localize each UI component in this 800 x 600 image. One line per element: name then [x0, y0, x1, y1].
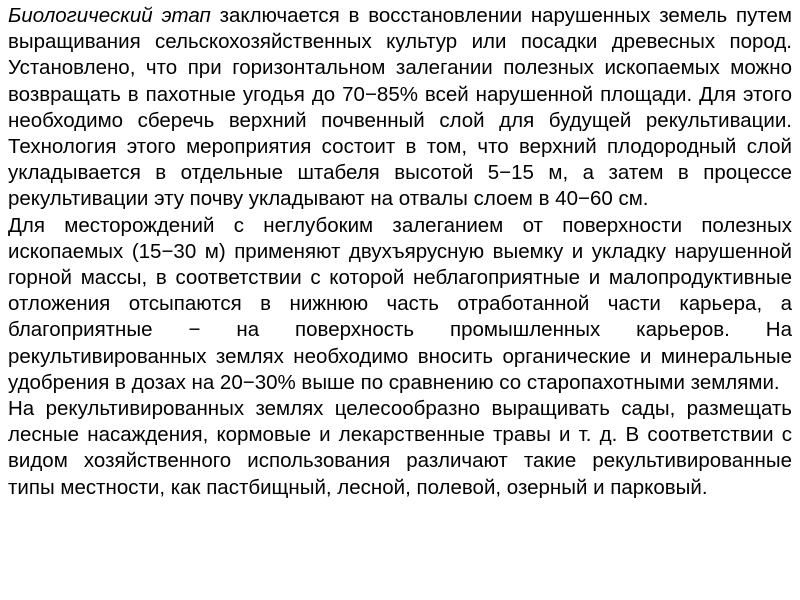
paragraph-shallow-deposits: [8, 213, 792, 396]
paragraph-biological-stage: [8, 3, 792, 213]
emphasized-term: Биологический этап: [8, 4, 211, 27]
paragraph-text: заключается в восстановлении нарушенных земель путем выращивания сельскохозяйственных культур или посадки древесных пород. Установлено, что при горизонтальном залегании полезных ископаемых можно возвращать в пахотные угодья до 70−85% всей нарушенной площади. Для этого необходимо сберечь верхний почвенный слой для будущей рекультивации. Технология этого мероприятия состоит в том, что верхний плодородный слой укладывается в отдельные штабеля высотой 5−15 м, а затем в процессе рекультивации эту почву укладывают на отвалы слоем в 40−60 см.: [8, 4, 792, 211]
paragraph-text: На рекультивированных землях целесообразно выращивать сады, размещать лесные насаждения, кормовые и лекарственные травы и т. д. В соответствии с видом хозяйственного использования различают такие рекультивированные типы местности, как пастбищный, лесной, полевой, озерный и парковый.: [8, 397, 792, 499]
paragraph-land-use: [8, 396, 792, 501]
paragraph-text: Для месторождений с неглубоким залеганием от поверхности полезных ископаемых (15−30 м) применяют двухъярусную выемку и укладку нарушенной горной массы, в соответствии с которой неблагоприятные и малопродуктивные отложения отсыпаются в нижнюю часть отработанной части карьера, а благоприятные − на поверхность промышленных карьеров. На рекультивированных землях необходимо вносить органические и минеральные удобрения в дозах на 20−30% выше по сравнению со старопахотными землями.: [8, 213, 792, 394]
text-body: [8, 3, 792, 501]
